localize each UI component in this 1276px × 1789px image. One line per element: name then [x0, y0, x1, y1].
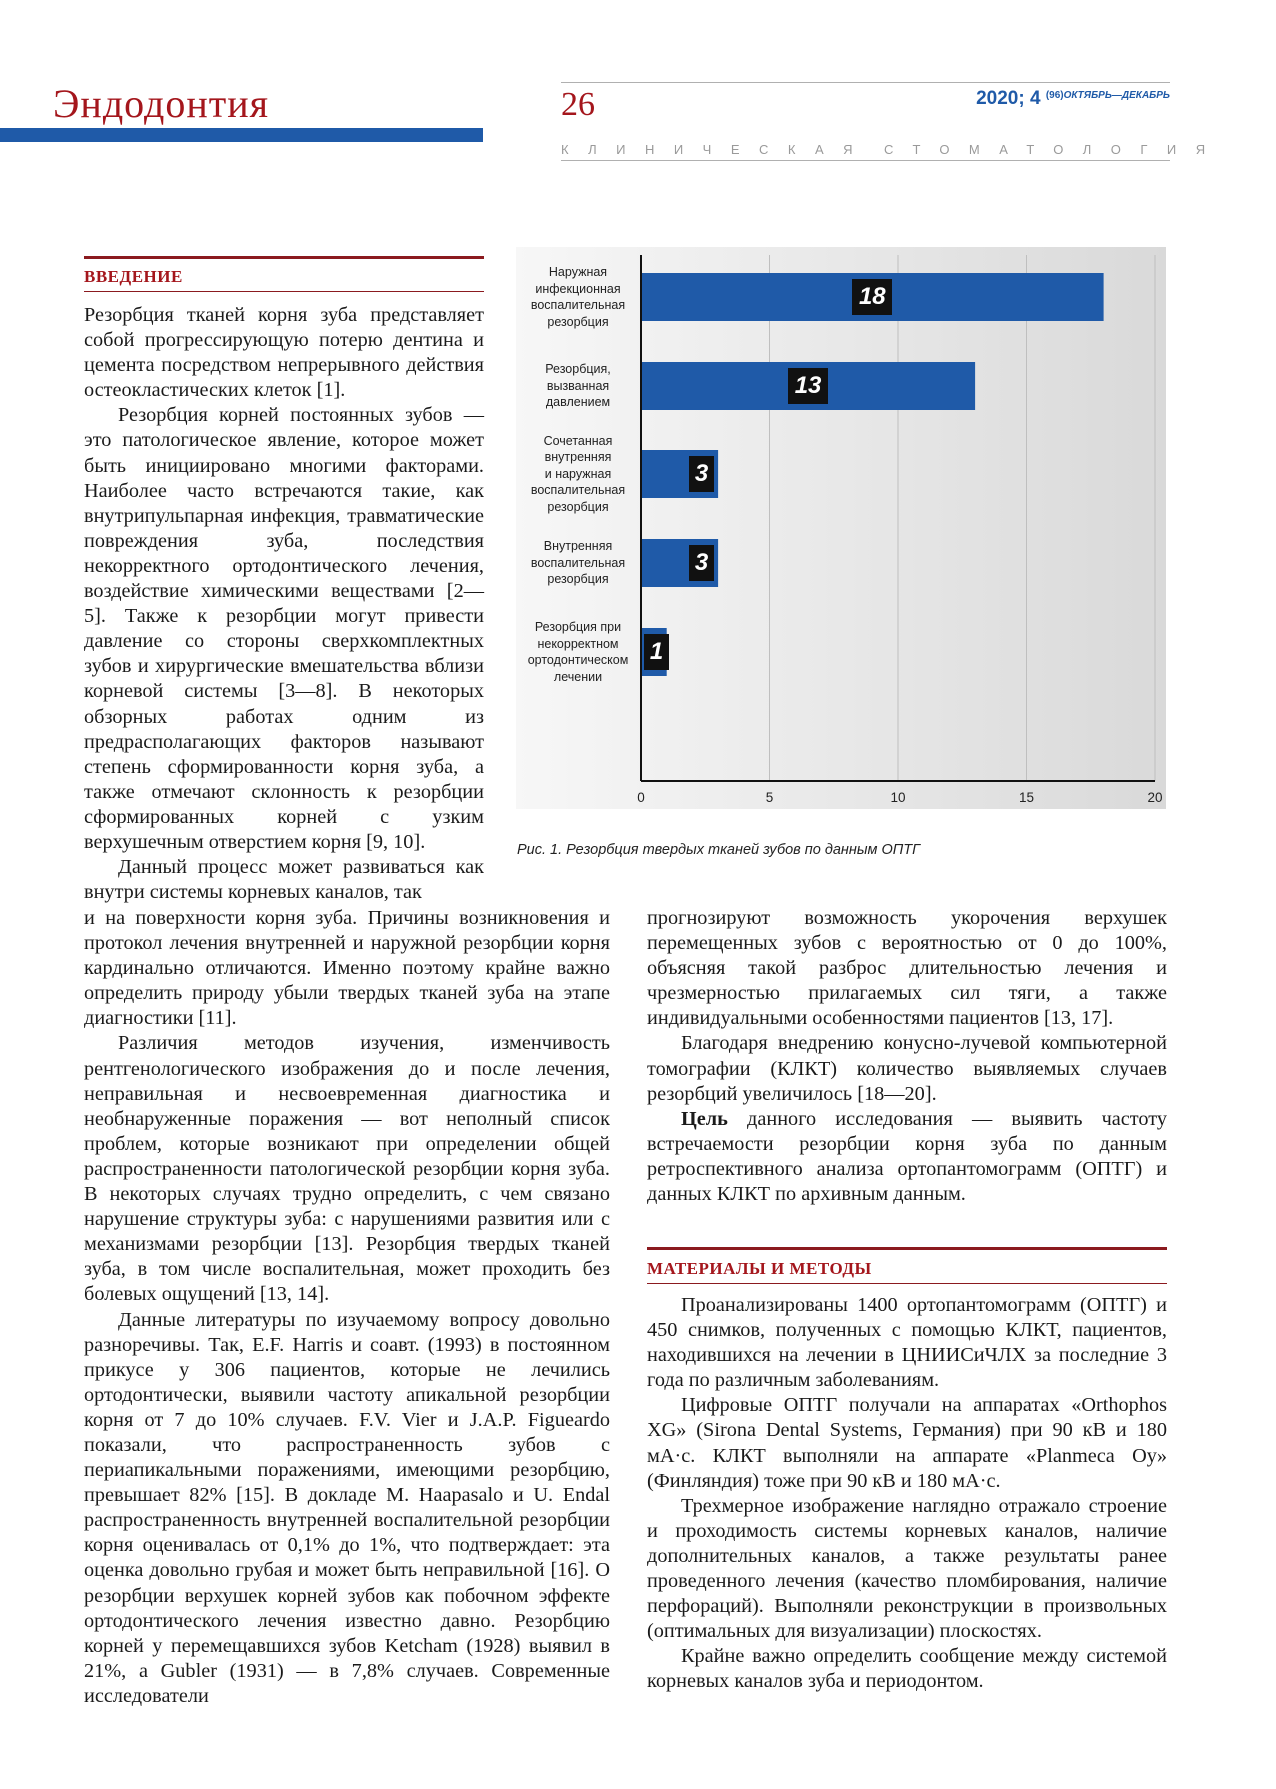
right-column-text — [647, 906, 1167, 1207]
intro-paragraph-4: Различия методов изучения, изменчивость рентгенологического изображения до и после лечения, неправильная и несвоевременная диагностика и необнаруженные поражения — вот неполный список проблем, которые возникают при определении общей распространенности патологической резорбции корня зуба. В некоторых случаях трудно определить, с чем связано нарушение структуры зуба: с нарушениями развития или с механизмами резорбции [13]. Резорбция твердых тканей зуба, в том числе воспалительная, может проходить без болевых ощущений [13, 14]. — [84, 1032, 610, 1306]
journal-name-left: КЛИНИЧЕСКАЯ — [561, 142, 873, 157]
category-label: Наружная инфекционная воспалительная резорбция — [530, 265, 626, 329]
x-tick-label: 20 — [1147, 790, 1163, 805]
bar-value-label: 3 — [689, 545, 714, 581]
journal-name-right: СТОМАТОЛОГИЯ — [884, 142, 1225, 157]
x-tick-label: 5 — [765, 790, 774, 805]
section-title: Эндодонтия — [53, 81, 270, 126]
right-paragraph-1: прогнозируют возможность укорочения верхушек перемещенных зубов с вероятностью от 0 до 100%, объясняя такой разброс длительностью лечения и чрезмерностью прилагаемых сил тяги, а также индивидуальными особенностями пациентов [13, 17]. — [647, 907, 1167, 1030]
methods-text — [647, 1293, 1167, 1695]
right-paragraph-3 — [647, 1107, 1167, 1207]
x-tick-label: 15 — [1018, 790, 1035, 805]
goal-text: данного исследования — выявить частоту встречаемости резорбции корня зуба по данным ретроспективного анализа ортопантомограмм (ОПТГ) и данных КЛКТ по архивным данным. — [647, 1107, 1167, 1206]
category-label: Резорбция при некорректном ортодонтическом лечении — [527, 620, 629, 684]
intro-heading: ВВЕДЕНИЕ — [84, 267, 183, 286]
methods-paragraph-1: Проанализированы 1400 ортопантомограмм (ОПТГ) и 450 снимков, полученных с помощью КЛКТ, пациентов, находившихся на лечении в ЦНИИСиЧЛХ за последние 3 года по различным заболеваниям. — [647, 1294, 1167, 1392]
intro-text-wide — [84, 906, 610, 1709]
issue-number: 4 — [1029, 88, 1041, 109]
issue-total: (96) — [1045, 90, 1064, 101]
bar-value-label: 3 — [689, 456, 714, 492]
goal-label: Цель — [681, 1107, 728, 1130]
issue-months: ОКТЯБРЬ—ДЕКАБРЬ — [1063, 90, 1170, 101]
intro-paragraph-5: Данные литературы по изучаемому вопросу довольно разноречивы. Так, E.F. Harris и соавт. (1993) в постоянном прикусе у 306 пациентов, которые не лечились ортодонтически, выявили частоту апикальной резорбции корня от 7 до 10% случаев. F.V. Vier и J.A.P. Figueardo показали, что распространенность зубов с периапикальными поражениями, имеющими резорбцию, превышает 82% [15]. В докладе M. Haapasalo и U. Endal распространенность внутренней воспалительной резорбции корня оценивалась от 0,1% до 1%, что подтверждает: эта оценка довольно грубая и может быть неправильной [16]. О резорбции верхушек корней зубов как побочном эффекте ортодонтического лечения известно давно. Резорбцию корней у перемещавшихся зубов Ketcham (1928) выявил в 21%, а Gubler (1931) — в 7,8% случаев. Современные исследователи — [84, 1308, 610, 1707]
intro-paragraph-3-cont: и на поверхности корня зуба. Причины возникновения и протокол лечения внутренней и наружной резорбции корня кардинально отличаются. Именно поэтому крайне важно определить природу убыли твердых тканей зуба на этапе диагностики [11]. — [84, 907, 610, 1030]
methods-paragraph-3: Трехмерное изображение наглядно отражало строение и проходимость системы корневых каналов, наличие дополнительных каналов, а также результаты ранее проведенного лечения (качество пломбирования, наличие перфораций). Выполняли реконструкции в произвольных (оптимальных для визуализации) плоскостях. — [647, 1494, 1167, 1643]
category-label: Сочетанная внутренняя и наружная воспалительная резорбция — [530, 433, 626, 514]
methods-paragraph-2: Цифровые ОПТГ получали на аппаратах «Orthophos XG» (Sirona Dental Systems, Германия) при 90 кВ и 180 мА·с. КЛКТ выполняли на аппарате «Planmeca Oy» (Финляндия) тоже при 90 кВ и 180 мА·с. — [647, 1394, 1167, 1492]
bar-value-label: 18 — [852, 279, 892, 315]
methods-heading-underline — [647, 1283, 1167, 1284]
issue-year: 2020; — [976, 88, 1025, 109]
methods-heading: МАТЕРИАЛЫ И МЕТОДЫ — [647, 1259, 872, 1278]
figure-caption: Рис. 1. Резорбция твердых тканей зубов по данным ОПТГ — [517, 842, 921, 858]
methods-paragraph-4: Крайне важно определить сообщение между системой корневых каналов зуба и периодонтом. — [647, 1645, 1167, 1693]
methods-heading-rule — [647, 1247, 1167, 1250]
category-label: Внутренняя воспалительная резорбция — [530, 539, 626, 587]
intro-paragraph-3-start: Данный процесс может развиваться как внутри системы корневых каналов, так — [84, 856, 484, 904]
intro-paragraph-1: Резорбция тканей корня зуба представляет собой прогрессирующую потерю дентина и цемента посредством непрерывного действия остеокластических клеток [1]. — [84, 304, 484, 402]
right-paragraph-2: Благодаря внедрению конусно-лучевой компьютерной томографии (КЛКТ) количество выявляемых случаев резорбций увеличилось [18—20]. — [647, 1032, 1167, 1105]
category-label: Резорбция, вызванная давлением — [545, 362, 611, 410]
bar-value-label: 1 — [644, 634, 669, 670]
intro-paragraph-2: Резорбция корней постоянных зубов — это патологическое явление, которое может быть инициировано многими факторами. Наиболее часто встречаются такие, как внутрипульпарная инфекция, травматические повреждения зуба, последствия некорректного ортодонтического лечения, воздействие химическими веществами [2—5]. Также к резорбции могут привести давление со стороны сверхкомплектных зубов и хирургические вмешательства вблизи корневой системы [3—8]. В некоторых обзорных работах одним из предрасполагающих факторов называют степень сформированности корня зуба, а также отмечают склонность к резорбции сформированных корней с узким верхушечным отверстием корня [9, 10]. — [84, 404, 484, 853]
x-tick-label: 10 — [890, 790, 906, 805]
page-number: 26 — [561, 86, 595, 123]
bar-value-label: 13 — [788, 368, 828, 404]
x-tick-label: 0 — [637, 790, 645, 805]
